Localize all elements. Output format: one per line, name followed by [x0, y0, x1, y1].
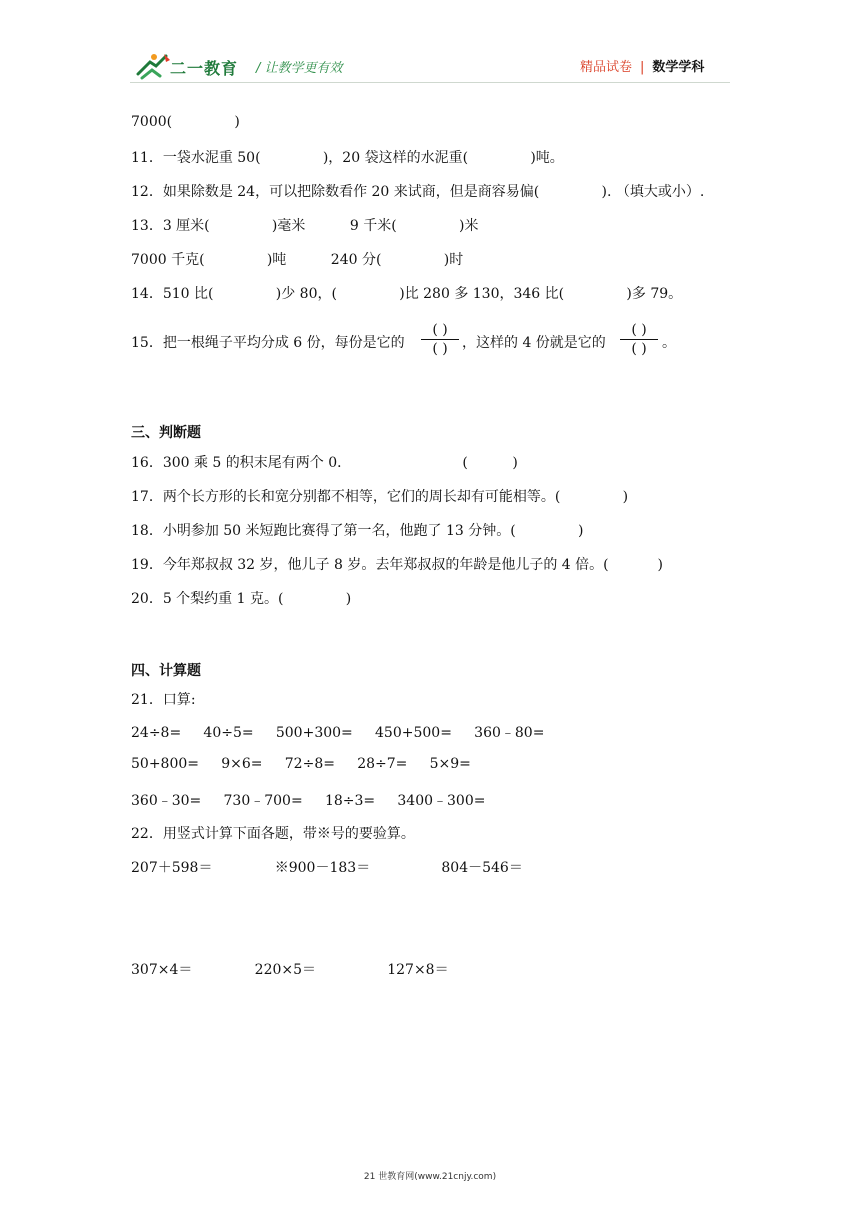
question-15-end: 。 [662, 335, 676, 351]
column-calc-row: 307×4＝ 220×5＝ 127×8＝ [131, 962, 449, 978]
question-14: 14．510 比( )少 80，( )比 280 多 130，346 比( )多 79。 [131, 286, 683, 302]
mental-math-row: 360﹣30= 730﹣700= 18÷3= 3400﹣300= [131, 793, 486, 809]
section-title-judgement: 三、判断题 [131, 425, 201, 441]
question-17: 17．两个长方形的长和宽分别都不相等，它们的周长却有可能相等。( ) [131, 489, 629, 505]
fraction-numerator: ( ) [631, 322, 647, 338]
fraction-denominator: ( ) [432, 341, 448, 357]
brand-name: 二一教育 [170, 59, 239, 78]
runner-logo-icon [136, 52, 172, 80]
subject-tag: 数学学科 [652, 60, 705, 75]
brand-slogan: / 让教学更有效 [256, 61, 343, 76]
mental-math-row: 24÷8= 40÷5= 500+300= 450+500= 360﹣80= [131, 725, 545, 741]
header-divider [130, 82, 730, 83]
mental-math-row: 50+800= 9×6= 72÷8= 28÷7= 5×9= [131, 756, 471, 772]
question-21: 21．口算: [131, 692, 196, 708]
fraction-denominator: ( ) [631, 341, 647, 357]
question-12: 12．如果除数是 24，可以把除数看作 20 来试商，但是商容易偏( ). （填大或小）. [131, 184, 705, 200]
question-19: 19．今年郑叔叔 32 岁，他儿子 8 岁。去年郑叔叔的年龄是他儿子的 4 倍。( ) [131, 557, 664, 573]
fraction-bar [421, 339, 459, 340]
question-18: 18．小明参加 50 米短跑比赛得了第一名，他跑了 13 分钟。( ) [131, 523, 584, 539]
question-15-text-2: ，这样的 4 份就是它的 [462, 335, 606, 351]
site-logo [136, 50, 376, 82]
quality-tag: 精品试卷 [580, 60, 633, 75]
header-separator: | [640, 60, 645, 75]
header-tags [580, 56, 704, 75]
column-calc-row: 207＋598＝ ※900－183＝ 804－546＝ [131, 860, 523, 876]
question-15-text: 15．把一根绳子平均分成 6 份，每份是它的 [131, 335, 405, 351]
question-20: 20．5 个梨约重 1 克。( ) [131, 591, 352, 607]
fraction-blank [419, 322, 461, 358]
question-line: 7000( ) [131, 114, 240, 130]
question-13-continued: 7000 千克( )吨 240 分( )时 [131, 252, 464, 268]
fraction-numerator: ( ) [432, 322, 448, 338]
question-11: 11．一袋水泥重 50( )，20 袋这样的水泥重( )吨。 [131, 150, 564, 166]
question-16: 16．300 乘 5 的积末尾有两个 0． ( ) [131, 455, 518, 471]
question-22: 22．用竖式计算下面各题，带※号的要验算。 [131, 826, 415, 842]
section-title-calculation: 四、计算题 [131, 663, 201, 679]
question-13: 13．3 厘米( )毫米 9 千米( )米 [131, 218, 479, 234]
fraction-bar [620, 339, 658, 340]
fraction-blank [618, 322, 660, 358]
page-footer: 21 世教育网(www.21cnjy.com) [363, 1172, 497, 1182]
